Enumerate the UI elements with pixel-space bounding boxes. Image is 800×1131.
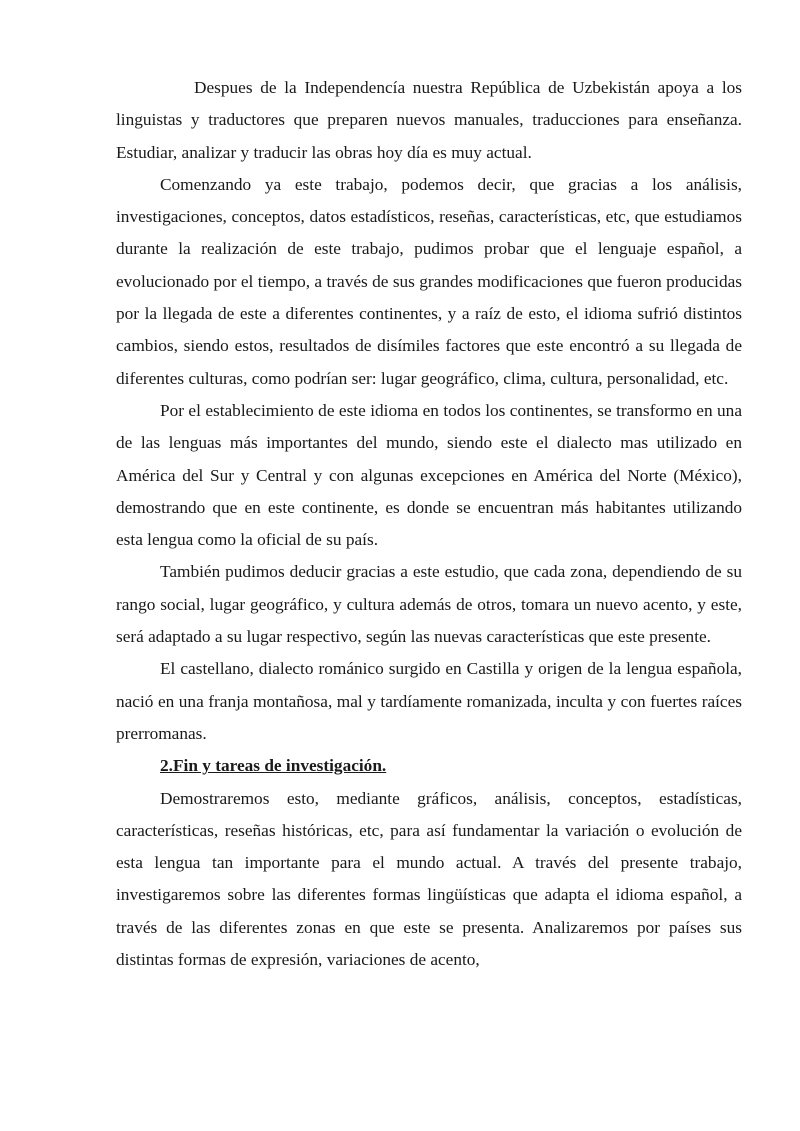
- paragraph-beginning-work: Comenzando ya este trabajo, podemos decir, que gracias a los análisis, investigaciones, conceptos, datos estadísticos, reseñas, características, etc, que estudiamos durante la realización de este trabajo, pudimos probar que el lenguaje español, a evolucionado por el tiempo, a través de sus grandes modificaciones que fueron producidas por la llegada de este a diferentes continentes, y a raíz de esto, el idioma sufrió distintos cambios, siendo estos, resultados de disímiles factores que este encontró a su llegada de diferentes culturas, como podrían ser: lugar geográfico, clima, cultura, personalidad, etc.: [116, 174, 742, 388]
- document-page: [116, 72, 742, 976]
- paragraph-deduction: También pudimos deducir gracias a este estudio, que cada zona, dependiendo de su rango social, lugar geográfico, y cultura además de otros, tomara un nuevo acento, y este, será adaptado a su lugar respectivo, según las nuevas características que este presente.: [116, 562, 742, 647]
- paragraph-castellano: El castellano, dialecto románico surgido en Castilla y origen de la lengua española, nació en una franja montañosa, mal y tardíamente romanizada, inculta y con fuertes raíces prerromanas.: [116, 659, 742, 743]
- paragraph-demonstration: Demostraremos esto, mediante gráficos, análisis, conceptos, estadísticas, características, reseñas históricas, etc, para así fundamentar la variación o evolución de esta lengua tan importante para el mundo actual. A través del presente trabajo, investigaremos sobre las diferentes formas lingüísticas que adapta el idioma español, a través de las diferentes zonas en que este se presenta. Analizaremos por países sus distintas formas de expresión, variaciones de acento,: [116, 788, 742, 970]
- section-heading: 2.Fin y tareas de investigación.: [160, 756, 387, 776]
- paragraph-establishment: Por el establecimiento de este idioma en todos los continentes, se transformo en una de las lenguas más importantes del mundo, siendo este el dialecto mas utilizado en América del Sur y Central y con algunas excepciones en América del Norte (México), demostrando que en este continente, es donde se encuentran más habitantes utilizando esta lengua como la oficial de su país.: [116, 400, 742, 550]
- paragraph-independence: Despues de la Independencía nuestra República de Uzbekistán apoya a los linguistas y traductores que preparen nuevos manuales, traducciones para enseñanza. Estudiar, analizar y traducir las obras hoy día es muy actual.: [116, 78, 742, 162]
